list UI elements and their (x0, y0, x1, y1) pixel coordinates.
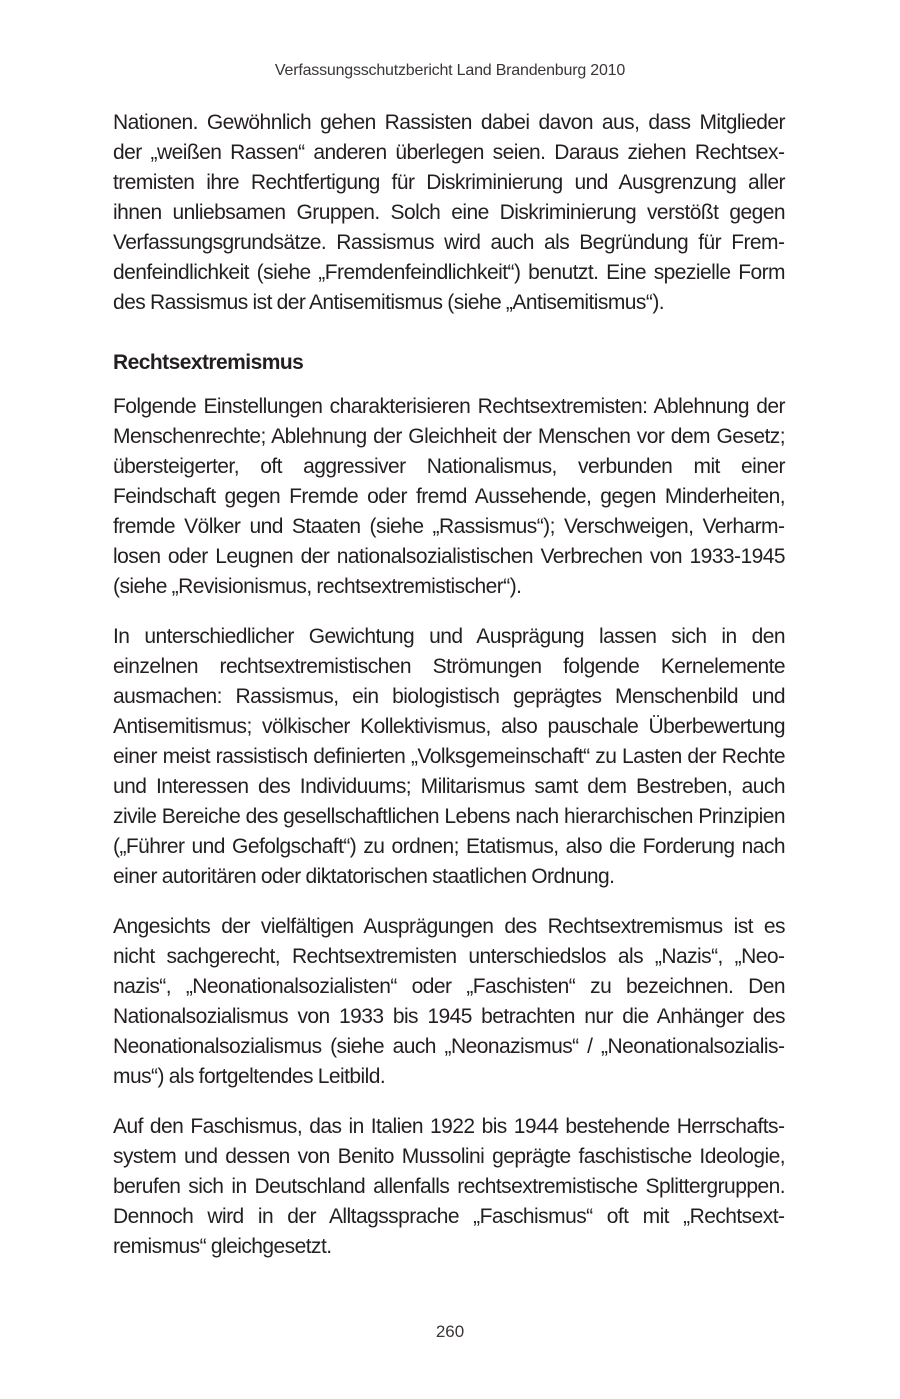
page-number: 260 (435, 1322, 465, 1341)
paragraph-1: Folgende Einstellungen charakterisieren Rechtsextremisten: Ablehnung der Menschenrechte; Ablehnung der Gleichheit der Menschen vor dem Gesetz; übersteigerter, oft aggressiver Nationalismus, verbunden mit einer Feindschaft gegen Fremde oder fremd Aussehende, gegen Minderheiten, fremde Völker und Staaten (siehe „Rassismus“); Verschweigen, Verharmlosen oder Leugnen der nationalsozialistischen Verbrechen von 1933-1945 (siehe „Revisionismus, rechtsextremistischer“). (113, 395, 785, 598)
paragraph-4: Auf den Faschismus, das in Italien 1922 bis 1944 bestehende Herrschaftssystem und dessen von Benito Mussolini geprägte faschistische Ideologie, berufen sich in Deutschland allenfalls rechtsextremistische Splittergruppen. Dennoch wird in der Alltagssprache „Faschismus“ oft mit „Rechtsextremismus“ gleichgesetzt. (113, 1115, 785, 1258)
intro-paragraph: Nationen. Gewöhnlich gehen Rassisten dabei davon aus, dass Mitglieder der „weißen Rassen“ anderen überlegen seien. Daraus ziehen Rechtsextremisten ihre Rechtfertigung für Diskriminierung und Ausgrenzung aller ihnen unliebsamen Gruppen. Solch eine Diskriminierung verstößt gegen Verfassungsgrundsätze. Rassismus wird auch als Begründung für Fremdenfeindlichkeit (siehe „Fremdenfeindlichkeit“) benutzt. Eine spezielle Form des Rassismus ist der Antisemitismus (siehe „Antisemitismus“). (113, 111, 785, 314)
running-header: Verfassungsschutzbericht Land Brandenburg 2010 (274, 62, 626, 79)
page-content (113, 108, 785, 1282)
section-heading: Rechtsextremismus (113, 351, 304, 374)
paragraph-3: Angesichts der vielfältigen Ausprägungen des Rechtsextremismus ist es nicht sachgerecht, Rechtsextremisten unterschiedslos als „Nazis“, „Neonazis“, „Neonationalsozialisten“ oder „Faschisten“ zu bezeichnen. Den Nationalsozialismus von 1933 bis 1945 betrachten nur die Anhänger des Neonationalsozialismus (siehe auch „Neonazismus“ / „Neonationalsozialismus“) als fortgeltendes Leitbild. (113, 915, 785, 1088)
paragraph-2: In unterschiedlicher Gewichtung und Ausprägung lassen sich in den einzelnen rechtsextremistischen Strömungen folgende Kernelemente ausmachen: Rassismus, ein biologistisch geprägtes Menschenbild und Antisemitismus; völkischer Kollektivismus, also pauschale Überbewertung einer meist rassistisch definierten „Volksgemeinschaft“ zu Lasten der Rechte und Interessen des Individuums; Militarismus samt dem Bestreben, auch zivile Bereiche des gesellschaftlichen Lebens nach hierarchischen Prinzipien („Führer und Gefolgschaft“) zu ordnen; Etatismus, also die Forderung nach einer autoritären oder diktatorischen staatlichen Ordnung. (113, 625, 785, 888)
